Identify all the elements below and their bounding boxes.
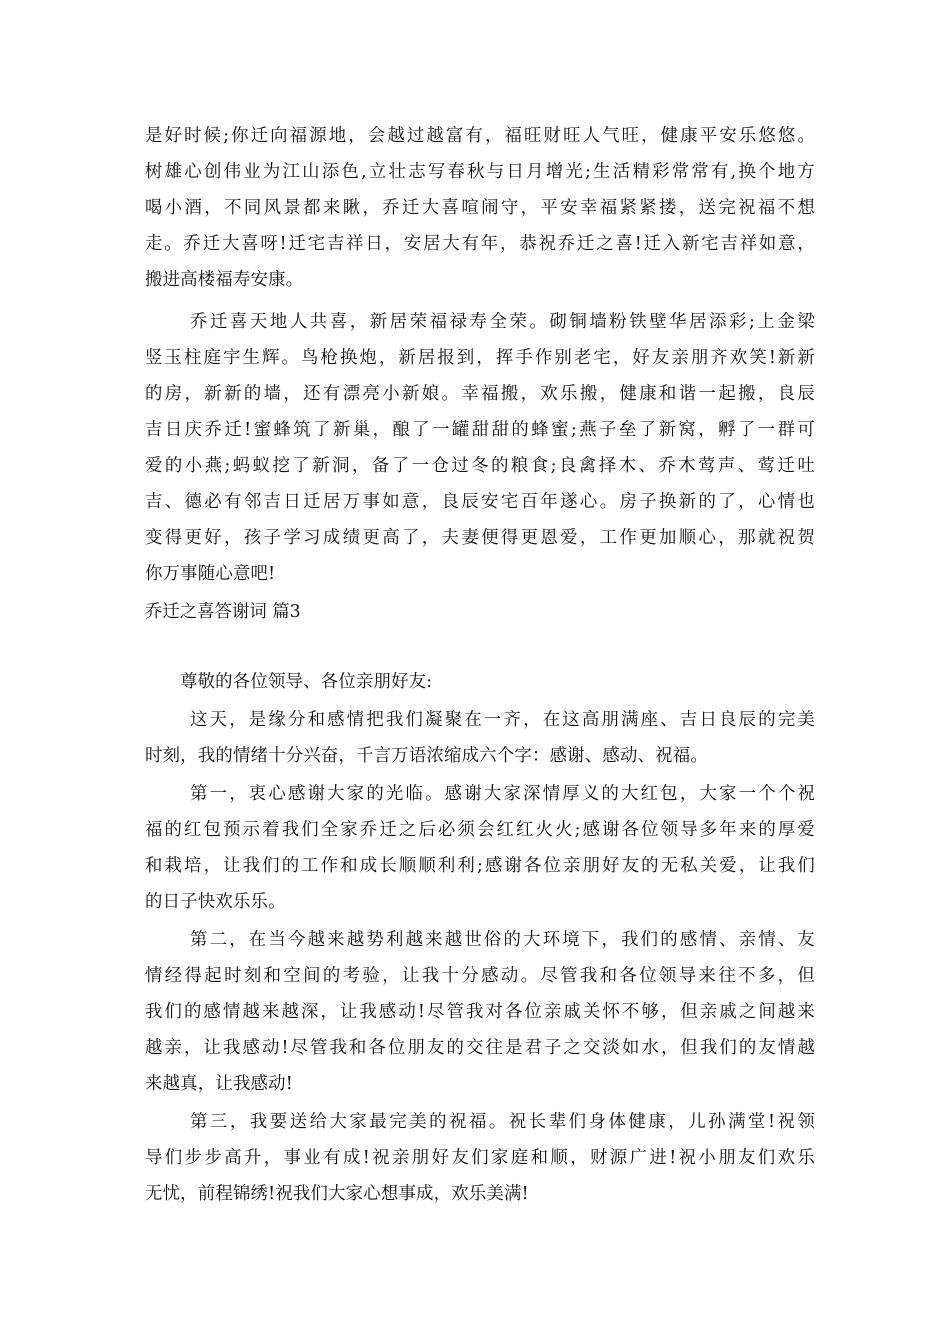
text-line: 你万事随心意吧! bbox=[145, 564, 276, 584]
text-line: 来越真，让我感动! bbox=[145, 1074, 293, 1094]
text-line: 第一，衷心感谢大家的光临。感谢大家深情厚义的大红包，大家一个个祝 bbox=[190, 784, 815, 804]
text-line: 吉、德必有邻吉日迁居万事如意，良辰安宅百年遂心。房子换新的了，心情也 bbox=[145, 492, 815, 512]
text-line: 竖玉柱庭宇生辉。鸟枪换炮，新居报到，挥手作别老宅，好友亲朋齐欢笑!新新 bbox=[145, 348, 815, 368]
text-line: 的房，新新的墙，还有漂亮小新娘。幸福搬，欢乐搬，健康和谐一起搬，良辰 bbox=[145, 384, 815, 404]
text-line: 和栽培，让我们的工作和成长顺顺利利;感谢各位亲朋好友的无私关爱，让我们 bbox=[145, 856, 815, 876]
text-line: 导们步步高升，事业有成!祝亲朋好友们家庭和顺，财源广进!祝小朋友们欢乐 bbox=[145, 1148, 815, 1168]
text-line: 爱的小燕;蚂蚁挖了新洞，备了一仓过冬的粮食;良禽择木、乔木莺声、莺迁吐 bbox=[145, 456, 815, 476]
text-line: 乔迁喜天地人共喜，新居荣福禄寿全荣。砌铜墙粉铁壁华居添彩;上金梁 bbox=[190, 312, 815, 332]
text-line: 无忧，前程锦绣!祝我们大家心想事成，欢乐美满! bbox=[145, 1184, 529, 1204]
text-line: 第二，在当今越来越势利越来越世俗的大环境下，我们的感情、亲情、友 bbox=[190, 930, 815, 950]
text-line: 变得更好，孩子学习成绩更高了，夫妻便得更恩爱，工作更加顺心，那就祝贺 bbox=[145, 528, 815, 548]
salutation: 尊敬的各位领导、各位亲朋好友: bbox=[180, 672, 433, 692]
section-heading: 乔迁之喜答谢词 篇3 bbox=[145, 602, 301, 622]
text-line: 越亲，让我感动!尽管我和各位朋友的交往是君子之交淡如水，但我们的友情越 bbox=[145, 1038, 815, 1058]
text-line: 情经得起时刻和空间的考验，让我十分感动。尽管我和各位领导来往不多，但 bbox=[145, 966, 815, 986]
text-line: 时刻，我的情绪十分兴奋，千言万语浓缩成六个字：感谢、感动、祝福。 bbox=[145, 746, 708, 766]
text-line: 这天，是缘分和感情把我们凝聚在一齐，在这高朋满座、吉日良辰的完美 bbox=[190, 710, 815, 730]
text-line: 是好时候;你迁向福源地，会越过越富有，福旺财旺人气旺，健康平安乐悠悠。 bbox=[145, 126, 815, 146]
text-line: 树雄心创伟业为江山添色,立壮志写春秋与日月增光;生活精彩常常有,换个地方 bbox=[145, 162, 815, 182]
text-line: 的日子快欢乐乐。 bbox=[145, 892, 286, 912]
text-line: 我们的感情越来越深，让我感动!尽管我对各位亲戚关怀不够，但亲戚之间越来 bbox=[145, 1002, 815, 1022]
text-line: 搬进高楼福寿安康。 bbox=[145, 270, 304, 290]
text-line: 福的红包预示着我们全家乔迁之后必须会红红火火;感谢各位领导多年来的厚爱 bbox=[145, 820, 815, 840]
text-line: 吉日庆乔迁!蜜蜂筑了新巢，酿了一罐甜甜的蜂蜜;燕子垒了新窝，孵了一群可 bbox=[145, 420, 815, 440]
text-line: 喝小酒，不同风景都来瞅，乔迁大喜喧闹守，平安幸福紧紧搂，送完祝福不想 bbox=[145, 198, 815, 218]
text-line: 走。乔迁大喜呀!迁宅吉祥日，安居大有年，恭祝乔迁之喜!迁入新宅吉祥如意， bbox=[145, 234, 815, 254]
text-line: 第三，我要送给大家最完美的祝福。祝长辈们身体健康，儿孙满堂!祝领 bbox=[190, 1112, 815, 1132]
